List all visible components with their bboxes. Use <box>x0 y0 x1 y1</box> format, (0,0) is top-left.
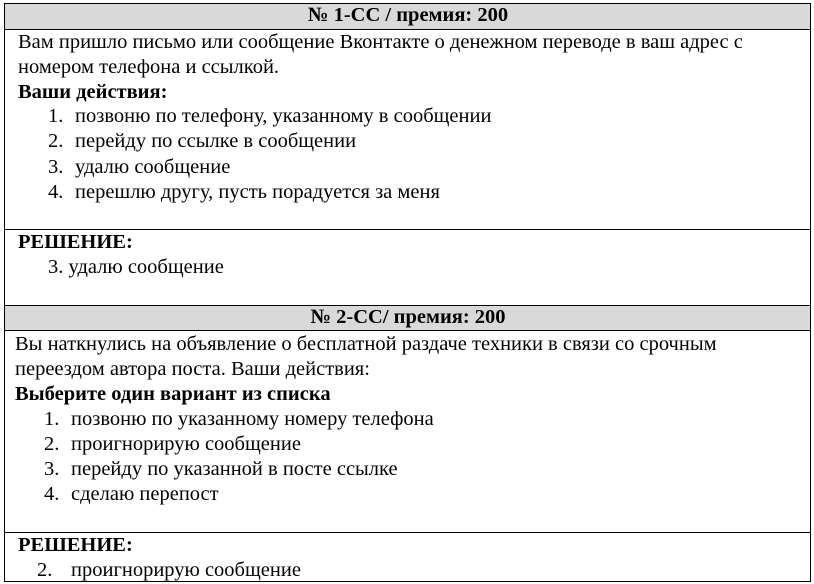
question-2-prompt: Выберите один вариант из списка <box>15 383 331 405</box>
option-number: 2. <box>48 130 64 152</box>
option-number: 1. <box>44 408 60 430</box>
question-1-text-line-2: номером телефона и ссылкой. <box>18 56 280 78</box>
option-label: перейду по ссылке в сообщении <box>75 130 357 152</box>
table-divider <box>4 229 811 230</box>
question-1-text-line-1: Вам пришло письмо или сообщение Вконтакте о денежном переводе в ваш адрес с <box>18 31 743 53</box>
option-number: 2. <box>44 433 60 455</box>
table-border-bottom <box>4 581 811 582</box>
table-divider <box>4 532 811 533</box>
question-2-solution-number: 2. <box>37 559 53 581</box>
table-divider <box>4 29 811 30</box>
option-number: 3. <box>48 156 64 178</box>
table-divider <box>4 330 811 331</box>
table-border-top <box>4 3 811 4</box>
question-1-prompt: Ваши действия: <box>18 81 168 103</box>
question-2-header: № 2-СС/ премия: 200 <box>5 306 811 330</box>
option-label: позвоню по телефону, указанному в сообщении <box>75 105 492 127</box>
option-label: удалю сообщение <box>75 156 231 178</box>
question-2-solution-answer: проигнорирую сообщение <box>71 559 301 581</box>
table-border-right <box>810 3 811 581</box>
option-label: позвоню по указанному номеру телефона <box>71 408 434 430</box>
question-1-solution-answer: 3. удалю сообщение <box>48 256 224 278</box>
table-divider <box>4 305 811 306</box>
question-2-text-line-1: Вы наткнулись на объявление о бесплатной раздаче техники в связи со срочным <box>15 333 717 355</box>
question-1-solution-label: РЕШЕНИЕ: <box>18 231 133 253</box>
option-label: сделаю перепост <box>71 483 219 505</box>
question-2-text-line-2: переездом автора поста. Ваши действия: <box>15 358 370 380</box>
option-number: 3. <box>44 458 60 480</box>
option-number: 4. <box>48 181 64 203</box>
table-border-left <box>4 3 5 581</box>
option-label: проигнорирую сообщение <box>71 433 301 455</box>
option-number: 4. <box>44 483 60 505</box>
option-label: перейду по указанной в посте ссылке <box>71 458 398 480</box>
option-label: перешлю другу, пусть порадуется за меня <box>75 181 440 203</box>
option-number: 1. <box>48 105 64 127</box>
question-2-solution-label: РЕШЕНИЕ: <box>18 534 133 556</box>
question-1-header: № 1-СС / премия: 200 <box>5 4 811 29</box>
